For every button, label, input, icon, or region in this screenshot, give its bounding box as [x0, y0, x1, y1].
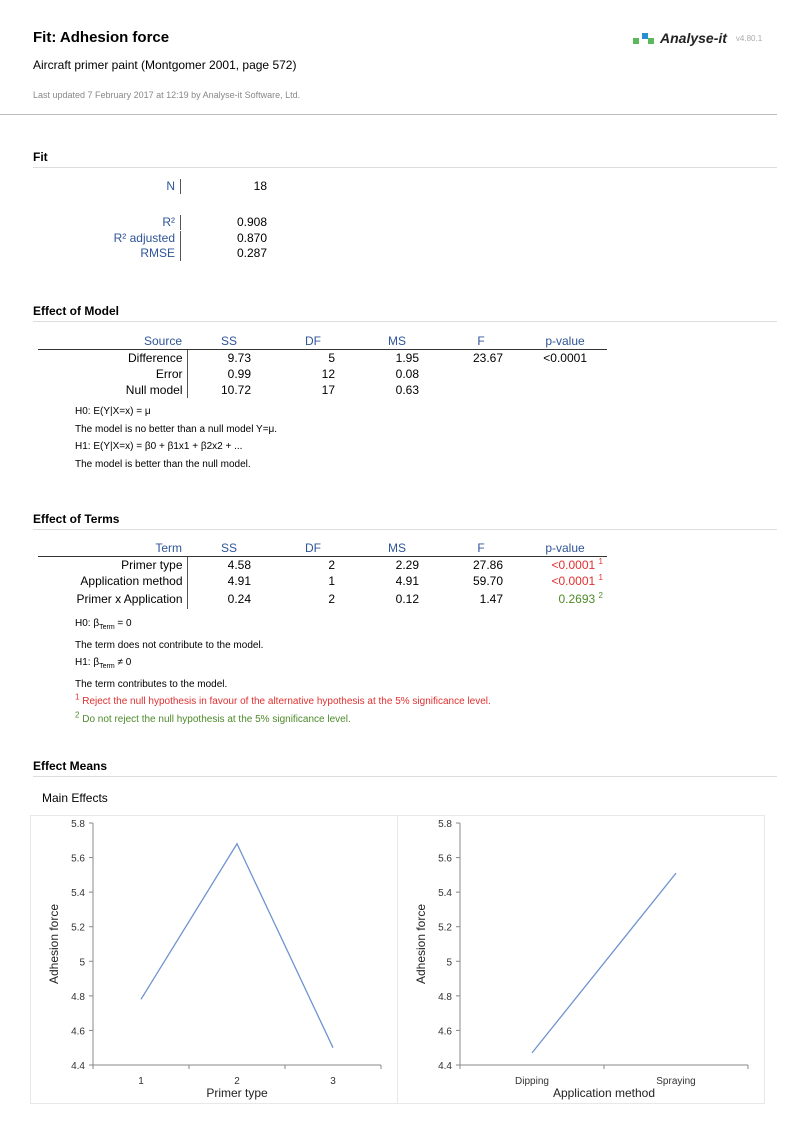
p-value: 0.2693	[558, 591, 596, 606]
divider	[33, 321, 777, 322]
table-row	[38, 573, 607, 589]
cell: Null model	[38, 382, 187, 398]
cell: 0.12	[395, 591, 419, 606]
p-value-cell	[523, 573, 607, 589]
chart-primer-type	[30, 815, 398, 1104]
series-line	[141, 844, 333, 1048]
cell	[439, 382, 523, 398]
x-tick-label: 1	[138, 1076, 144, 1087]
fit-row-n	[0, 179, 300, 194]
cell: 9.73	[227, 350, 251, 365]
subscript: Term	[99, 624, 115, 631]
cell: Error	[38, 366, 187, 382]
fit-label: R²	[0, 215, 181, 230]
col-header: F	[439, 334, 523, 349]
h1-tail: ≠ 0	[114, 657, 132, 668]
cell: 1.95	[395, 350, 419, 365]
cell: 2	[328, 557, 335, 572]
h1-prefix: H1: E(Y|X=x) = β	[75, 441, 151, 452]
col-header: MS	[355, 541, 439, 556]
footnote-mark: 2	[598, 590, 603, 600]
fit-label: N	[0, 179, 181, 194]
series-line	[532, 873, 676, 1053]
cell: 0.63	[395, 382, 419, 397]
p-value: <0.0001	[551, 557, 596, 572]
table-row	[38, 556, 607, 573]
col-header: DF	[271, 334, 355, 349]
y-tick-label: 5.4	[71, 888, 85, 900]
cell: 10.72	[220, 382, 251, 397]
h1-tail: 0 + β1x1 + β2x2 + ...	[150, 441, 243, 452]
last-updated: Last updated 7 February 2017 at 12:19 by Analyse-it Software, Ltd.	[33, 90, 301, 100]
fit-value: 0.870	[236, 231, 267, 245]
subscript: Term	[99, 663, 115, 670]
h0-tail: = 0	[114, 618, 132, 629]
application-method-chart-svg	[398, 816, 764, 1103]
model-hypotheses	[75, 403, 277, 473]
page-subtitle: Aircraft primer paint (Montgomer 2001, page 572)	[33, 58, 297, 72]
cell: 12	[321, 366, 335, 381]
cell: Difference	[38, 349, 187, 366]
y-tick-label: 5.6	[71, 853, 85, 865]
p-value: <0.0001	[551, 573, 596, 588]
footnote-1	[75, 693, 491, 711]
footnote-mark: 1	[598, 556, 603, 566]
cell: 0.24	[227, 591, 251, 606]
table-row	[38, 366, 607, 382]
col-header: MS	[355, 334, 439, 349]
fit-row-r2adj	[0, 231, 300, 246]
table-header-row	[38, 334, 607, 349]
h0-prefix: H0: β	[75, 618, 100, 629]
cell: <0.0001	[543, 350, 587, 365]
version: v4.80.1	[735, 33, 763, 43]
cell: 4.91	[227, 573, 251, 588]
table-row	[38, 589, 607, 609]
y-tick-label: 4.4	[71, 1061, 85, 1072]
fit-label: R² adjusted	[0, 231, 181, 246]
y-tick-label: 5.4	[438, 888, 452, 900]
footnote-mark: 2	[75, 710, 80, 720]
divider	[33, 167, 777, 168]
cell: 59.70	[472, 573, 503, 588]
cell: 2.29	[395, 557, 419, 572]
h0-desc: The term does not contribute to the model.	[75, 639, 264, 651]
fit-label: RMSE	[0, 246, 181, 261]
col-header: Term	[38, 541, 187, 556]
h0-text	[75, 615, 491, 637]
fit-value: 0.287	[236, 246, 267, 260]
cell: 0.99	[227, 366, 251, 381]
section-title-model: Effect of Model	[33, 304, 119, 318]
h1-text	[75, 438, 277, 456]
footnote-text: Do not reject the null hypothesis at the 5% significance level.	[82, 713, 351, 725]
y-tick-label: 5	[446, 957, 452, 969]
col-header: p-value	[523, 541, 607, 556]
x-tick-label: Dipping	[515, 1076, 549, 1087]
footnote-mark: 1	[598, 572, 603, 582]
cell	[439, 366, 523, 382]
y-tick-label: 4.8	[71, 991, 85, 1003]
y-tick-label: 4.6	[438, 1026, 452, 1038]
cell	[523, 382, 607, 398]
y-tick-label: 5.8	[438, 819, 452, 830]
h1-desc: The model is better than the null model.	[75, 458, 251, 470]
col-header: DF	[271, 541, 355, 556]
cell: 4.58	[227, 557, 251, 572]
cell	[523, 366, 607, 382]
section-title-fit: Fit	[33, 150, 48, 164]
h0-text: H0: E(Y|X=x) = μ	[75, 406, 151, 417]
section-title-terms: Effect of Terms	[33, 512, 120, 526]
logo-square-icon	[633, 38, 639, 44]
y-tick-label: 4.8	[438, 991, 452, 1003]
y-tick-label: 5.2	[438, 922, 452, 934]
y-tick-label: 5.2	[71, 922, 85, 934]
cell: 1.47	[479, 591, 503, 606]
analyse-it-logo	[633, 30, 762, 46]
model-table	[38, 334, 607, 398]
h0-desc: The model is no better than a null model Y=μ.	[75, 423, 278, 435]
y-tick-label: 5.8	[71, 819, 85, 830]
fit-row-rmse	[0, 246, 300, 261]
chart-application-method	[397, 815, 765, 1104]
col-header: SS	[187, 541, 271, 556]
y-tick-label: 4.4	[438, 1061, 452, 1072]
divider	[0, 114, 777, 115]
table-row	[38, 382, 607, 398]
footnote-mark: 1	[75, 692, 80, 702]
fit-value: 18	[253, 179, 267, 193]
cell: 17	[321, 382, 335, 397]
x-axis-label: Primer type	[206, 1086, 268, 1100]
y-axis-label: Adhesion force	[47, 903, 61, 985]
logo-square-icon	[648, 38, 654, 44]
x-tick-label: 3	[330, 1076, 336, 1087]
x-axis-label: Application method	[552, 1086, 656, 1100]
cell: 2	[328, 591, 335, 606]
x-tick-label: 2	[234, 1076, 240, 1087]
footnote-2	[75, 711, 491, 729]
y-tick-label: 4.6	[71, 1026, 85, 1038]
primer-type-chart-svg	[31, 816, 397, 1103]
y-tick-label: 5.6	[438, 853, 452, 865]
cell: Application method	[38, 573, 187, 589]
cell: 4.91	[395, 573, 419, 588]
fit-row-r2	[0, 215, 300, 230]
col-header: Source	[38, 334, 187, 349]
cell: 27.86	[472, 557, 503, 572]
divider	[33, 776, 777, 777]
table-header-row	[38, 541, 607, 556]
cell: 0.08	[395, 366, 419, 381]
h1-desc: The term contributes to the model.	[75, 678, 228, 690]
y-tick-label: 5	[79, 957, 85, 969]
col-header: SS	[187, 334, 271, 349]
cell: Primer type	[38, 556, 187, 573]
divider	[33, 529, 777, 530]
cell: 5	[328, 350, 335, 365]
page-title: Fit: Adhesion force	[33, 29, 170, 46]
cell: 1	[328, 573, 335, 588]
table-row	[38, 349, 607, 366]
section-title-means: Effect Means	[33, 759, 108, 773]
fit-value: 0.908	[236, 215, 267, 229]
h1-prefix: H1: β	[75, 657, 100, 668]
terms-table	[38, 541, 607, 609]
h1-text	[75, 654, 491, 676]
p-value-cell	[523, 589, 607, 609]
footnote-text: Reject the null hypothesis in favour of the alternative hypothesis at the 5% significance level.	[82, 696, 491, 707]
col-header: p-value	[523, 334, 607, 349]
main-effects-label: Main Effects	[42, 791, 108, 805]
logo-text: Analyse-it	[660, 30, 727, 46]
col-header: F	[439, 541, 523, 556]
cell: Primer x Application	[38, 589, 187, 609]
terms-hypotheses	[75, 615, 491, 728]
cell: 23.67	[472, 350, 503, 365]
p-value-cell	[523, 556, 607, 573]
x-tick-label: Spraying	[656, 1076, 696, 1087]
y-axis-label: Adhesion force	[414, 903, 428, 985]
